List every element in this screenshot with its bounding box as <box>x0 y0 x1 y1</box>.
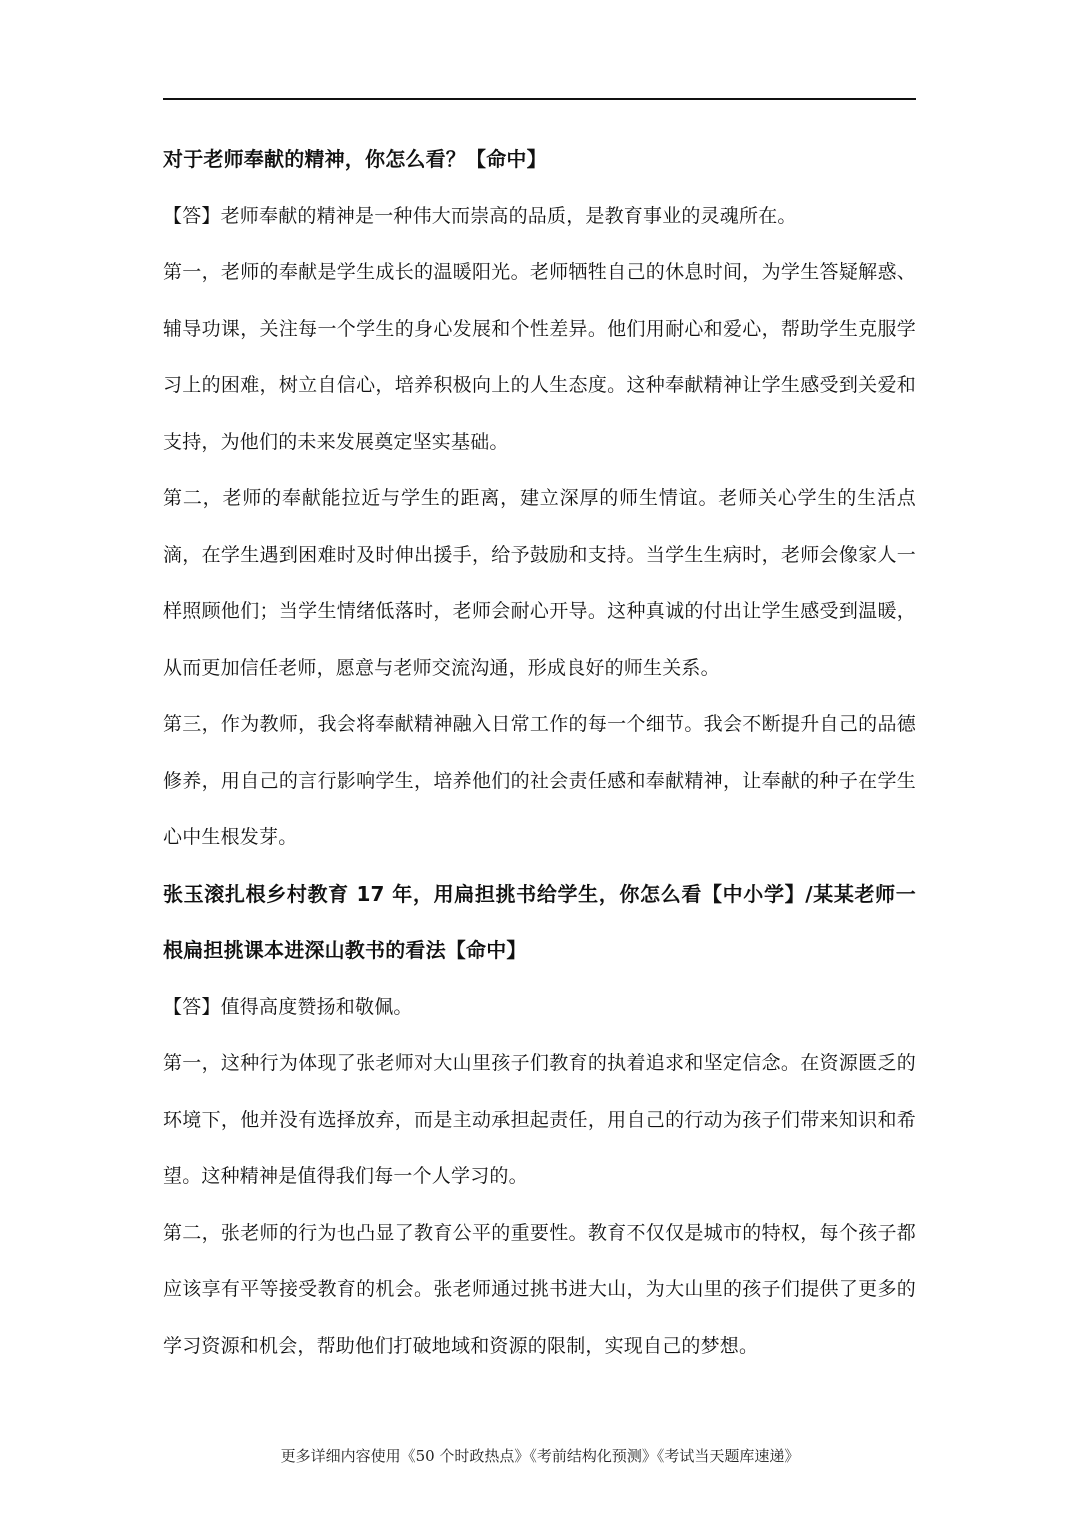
section-1-point-1: 第一，老师的奉献是学生成长的温暖阳光。老师牺牲自己的休息时间，为学生答疑解惑、辅导功课，关注每一个学生的身心发展和个性差异。他们用耐心和爱心，帮助学生克服学习上的困难，树立自信心，培养积极向上的人生态度。这种奉献精神让学生感受到关爱和支持，为他们的未来发展奠定坚实基础。 <box>163 261 916 453</box>
section-2-point-2: 第二，张老师的行为也凸显了教育公平的重要性。教育不仅仅是城市的特权，每个孩子都应该享有平等接受教育的机会。张老师通过挑书进大山，为大山里的孩子们提供了更多的学习资源和机会，帮助他们打破地域和资源的限制，实现自己的梦想。 <box>163 1221 916 1357</box>
header-rule <box>163 98 916 100</box>
section-1-answer: 【答】老师奉献的精神是一种伟大而崇高的品质，是教育事业的灵魂所在。 <box>163 204 797 227</box>
page-footer: 更多详细内容使用《50 个时政热点》《考前结构化预测》《考试当天题库速递》 <box>280 1447 800 1465</box>
section-2-answer: 【答】值得高度赞扬和敬佩。 <box>163 995 413 1018</box>
document-body <box>163 131 916 1374</box>
section-1-point-3: 第三，作为教师，我会将奉献精神融入日常工作的每一个细节。我会不断提升自己的品德修养，用自己的言行影响学生，培养他们的社会责任感和奉献精神，让奉献的种子在学生心中生根发芽。 <box>163 713 916 848</box>
section-1-point-2: 第二，老师的奉献能拉近与学生的距离，建立深厚的师生情谊。老师关心学生的生活点滴，在学生遇到困难时及时伸出援手，给予鼓励和支持。当学生生病时，老师会像家人一样照顾他们；当学生情绪低落时，老师会耐心开导。这种真诚的付出让学生感受到温暖，从而更加信任老师，愿意与老师交流沟通，形成良好的师生关系。 <box>163 487 916 679</box>
section-2-point-1: 第一，这种行为体现了张老师对大山里孩子们教育的执着追求和坚定信念。在资源匮乏的环境下，他并没有选择放弃，而是主动承担起责任，用自己的行动为孩子们带来知识和希望。这种精神是值得我们每一个人学习的。 <box>163 1052 916 1187</box>
section-1-title: 对于老师奉献的精神，你怎么看？【命中】 <box>163 147 547 171</box>
section-2-title: 张玉滚扎根乡村教育 17 年，用扁担挑书给学生，你怎么看【中小学】/某某老师一根扁担挑课本进深山教书的看法【命中】 <box>163 881 916 962</box>
